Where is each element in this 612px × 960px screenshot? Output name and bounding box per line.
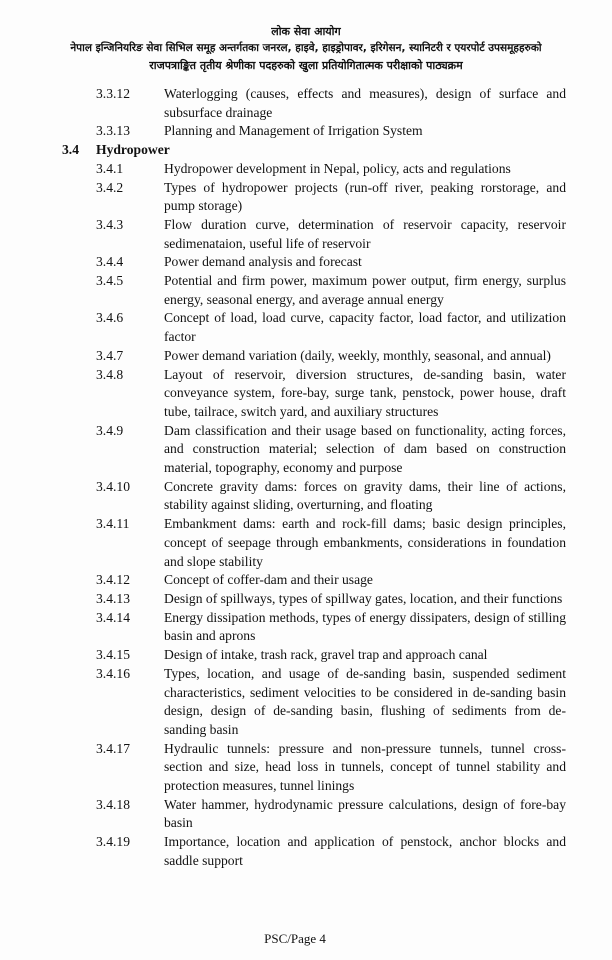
item-text: Layout of reservoir, diversion structures, de-sanding basin, water conveyance system, fore-bay, surge tank, penstock, power house, draft tube, tailrace, switch yard, and auxiliary structures [164,366,566,419]
item-number: 3.4.8 [96,366,124,382]
list-item [0,609,612,646]
item-text: Concrete gravity dams: forces on gravity dams, their line of actions, stability against sliding, overturning, and floating [164,478,566,513]
item-number: 3.4.4 [96,254,124,270]
item-text: Types of hydropower projects (run-off river, peaking rorstorage, and pump storage) [164,179,566,214]
list-item [0,571,612,590]
header-organization: लोक सेवा आयोग [271,25,341,38]
list-item [0,253,612,272]
list-item [0,309,612,346]
item-text: Design of spillways, types of spillway gates, location, and their functions [164,590,563,606]
item-number: 3.4.19 [96,834,130,850]
section-number: 3.4 [62,142,79,158]
header-syllabus-title: राजपत्राङ्कित तृतीय श्रेणीका पदहरुको खुला प्रतियोगितात्मक परीक्षाको पाठ्यक्रम [149,59,463,72]
list-item [0,122,612,141]
syllabus-body [0,85,612,871]
item-number: 3.3.12 [96,86,130,101]
item-number: 3.4.10 [96,478,130,494]
item-number: 3.4.3 [96,216,124,232]
item-number: 3.4.9 [96,422,124,438]
item-number: 3.4.16 [96,665,130,681]
list-item [0,366,612,422]
item-text: Power demand analysis and forecast [164,254,362,270]
item-number: 3.4.15 [96,647,130,663]
item-text: Flow duration curve, determination of reservoir capacity, reservoir sedimenataion, useful life of reservoir [164,216,566,251]
list-item [0,515,612,571]
item-text: Potential and firm power, maximum power output, firm energy, surplus energy, seasonal energy, and average annual energy [164,273,566,307]
list-item [0,665,612,740]
item-text: Embankment dams: earth and rock-fill dams; basic design principles, concept of seepage through embankments, considerations in foundation and slope stability [164,516,566,569]
list-item [0,85,612,122]
item-text: Design of intake, trash rack, gravel trap and approach canal [164,647,488,663]
list-item [0,833,612,870]
item-number: 3.4.12 [96,572,130,588]
item-number: 3.4.5 [96,273,124,289]
item-number: 3.4.1 [96,160,124,176]
page-footer: PSC/Page 4 [264,931,326,946]
header-subtitle: नेपाल इन्जिनियरिङ सेवा सिभिल समूह अन्तर्गतका जनरल, हाइवे, हाइड्रोपावर, इरिगेसन, स्यानिटरी र एयरपोर्ट उपसमूहहरुको [70,42,542,54]
item-number: 3.4.13 [96,590,130,606]
list-item [0,740,612,796]
list-item [0,796,612,833]
section-title: Hydropower [96,142,170,158]
list-item [0,216,612,253]
list-item [0,478,612,515]
item-number: 3.4.7 [96,347,124,363]
item-text: Hydraulic tunnels: pressure and non-pressure tunnels, tunnel cross-section and size, head loss in tunnels, concept of tunnel stability and protection measures, tunnel linings [164,740,566,794]
hydropower-items [0,160,612,871]
list-item [0,160,612,179]
item-text: Water hammer, hydrodynamic pressure calculations, design of fore-bay basin [164,796,566,831]
list-item [0,179,612,216]
list-item [0,272,612,309]
item-text: Power demand variation (daily, weekly, monthly, seasonal, and annual) [164,347,551,363]
item-text: Importance, location and application of penstock, anchor blocks and saddle support [164,834,566,868]
item-number: 3.4.2 [96,179,124,195]
previous-section-items [0,85,612,141]
item-number: 3.4.6 [96,310,124,326]
list-item [0,590,612,609]
item-number: 3.3.13 [96,123,130,139]
item-number: 3.4.14 [96,609,130,625]
item-text: Types, location, and usage of de-sanding basin, suspended sediment characteristics, sediment velocities to be considered in de-sanding basin design, design of de-sanding basin, flushing of sediments from de-sanding basin [164,665,566,737]
item-text: Concept of coffer-dam and their usage [164,572,373,588]
item-text: Planning and Management of Irrigation System [164,123,423,139]
list-item [0,422,612,478]
item-text: Energy dissipation methods, types of energy dissipaters, design of stilling basin and aprons [164,609,566,644]
item-text: Waterlogging (causes, effects and measures), design of surface and subsurface drainage [164,86,566,120]
item-text: Dam classification and their usage based on functionality, acting forces, and construction material; selection of dam based on construction material, topography, economy and purpose [164,422,566,476]
item-number: 3.4.18 [96,796,130,812]
item-number: 3.4.17 [96,740,130,756]
list-item [0,347,612,366]
item-text: Concept of load, load curve, capacity factor, load factor, and utilization factor [164,310,566,345]
list-item [0,646,612,665]
section-heading [0,141,612,160]
item-number: 3.4.11 [96,516,130,532]
item-text: Hydropower development in Nepal, policy, acts and regulations [164,160,511,176]
